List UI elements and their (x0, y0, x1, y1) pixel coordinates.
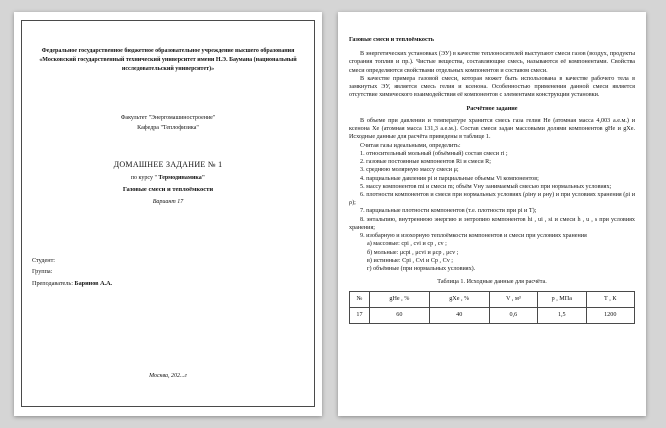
city-year: Москва, 202...г (149, 372, 187, 379)
data-table (349, 291, 635, 324)
group-label: Группа: (32, 268, 53, 276)
list-item: 5. массу компонентов mi и смеси m; объём Vну занимаемый смесью при нормальных условиях; (360, 183, 612, 190)
sub-list-item: б) мольные: μcpi , μcvi и μcp , μcv ; (367, 249, 459, 256)
list-item: 6. плотности компонентов и смеси при нормальных условиях (ρiну и ρну) и при условиях хранения (ρi и ρ); (349, 191, 635, 207)
task-intro: В объеме при давлении и температуре хранится смесь газа гелия He (атомная масса 4,003 а.е.м.) и ксенона Xe (атомная масса 131,3 а.е.м.). Состав смеси задан массовыми долями компонентов gHe и gXe. Исходные данные для расчёта приведены в таблице 1. (349, 117, 635, 141)
page-title: Газовые смеси и теплоёмкость (349, 37, 434, 43)
sub-list-item: в) истинные: Cpi , Cvi и Cp , Cv ; (367, 257, 454, 264)
table-cell: 0,6 (489, 307, 537, 323)
table-header-cell: gHe , % (369, 291, 429, 307)
paragraph-2: В качестве примера газовой смеси, которая может быть использована в качестве рабочего тела в замкнутых ЭУ, является смесь гелия и ксенона. Особенностью применения данной смеси является отсутствие химического взаимодействия её компонентов с элементами конструкции установки. (349, 75, 635, 99)
content-body (338, 12, 646, 416)
title-page (14, 12, 322, 416)
table-header-cell: gXe , % (429, 291, 489, 307)
table-cell: 40 (429, 307, 489, 323)
variant-label: Вариант 17 (152, 199, 184, 206)
table-cell: 1,5 (538, 307, 586, 323)
list-item: 7. парциальные плотности компонентов (т.е. плотности при pi и T); (360, 208, 537, 215)
table-header-row (350, 291, 635, 307)
table-cell: 17 (350, 307, 370, 323)
list-intro: Считая газы идеальными, определить: (360, 142, 461, 149)
subject-title: Газовые смеси и теплоёмкости (122, 186, 214, 194)
credits-block (32, 255, 314, 289)
list-item: 1. относительный мольный (объёмный) состав смеси ri ; (360, 150, 508, 157)
list-item: 3. среднюю молярную массу смеси μ; (360, 167, 459, 174)
institution-header: Федеральное государственное бюджетное образовательное учреждение высшего образования «Московский государственный технический университет имени Н.Э. Баумана (национальный исследовательский университет)» (39, 48, 297, 72)
list-item: 4. парциальные давления pi и парциальные объемы Vi компонентов; (360, 175, 539, 182)
course-name: Термодинамика" (158, 174, 206, 181)
faculty-line: Факультет "Энергомашиностроение" (120, 115, 216, 121)
task-heading: Расчётное задание (466, 105, 518, 112)
table-row (350, 307, 635, 323)
list-item: 9. изобарную и изохорную теплоёмкости компонентов и смеси при условиях хранения (360, 233, 587, 240)
homework-title: ДОМАШНЕЕ ЗАДАНИЕ № 1 (113, 159, 223, 169)
student-label: Студент: (32, 256, 55, 264)
content-page (338, 12, 646, 416)
table-header-cell: V , м³ (489, 291, 537, 307)
teacher-label: Преподаватель: (32, 279, 75, 287)
title-page-frame (21, 20, 315, 407)
table-header-cell: № (350, 291, 370, 307)
teacher-line (32, 278, 314, 289)
teacher-name: Баринов А.А. (74, 279, 113, 287)
table-cell: 60 (369, 307, 429, 323)
sub-list-item: а) массовые: cpi , cvi и cp , cv ; (367, 241, 447, 248)
paragraph-1: В энергетических установках (ЭУ) в качестве теплоносителей выступают смеси газов (воздух, продукты сгорания топлив и пр.). Чистые вещества, составляющие смесь, называются её компонентами. Свойства смеси определяются свойствами отдельных компонентов и составом смеси. (349, 51, 635, 74)
table-cell: 1200 (586, 307, 635, 323)
department-line: Кафедра "Теплофизика" (137, 125, 199, 132)
course-prefix: по курсу " (130, 174, 159, 181)
list-item: 8. энтальпию, внутреннюю энергию и энтропию компонентов hi , ui , si и смеси h , u , s при условиях хранения; (349, 216, 635, 231)
table-header-cell: Т , К (586, 291, 635, 307)
list-item: 2. газовые постоянные компонентов Ri и смеси R; (360, 159, 491, 166)
sub-list-item: г) объёмные (при нормальных условиях). (367, 266, 476, 273)
table-header-cell: p , МПа (538, 291, 586, 307)
table-caption: Таблица 1. Исходные данные для расчёта. (437, 279, 547, 286)
course-line (22, 174, 314, 182)
